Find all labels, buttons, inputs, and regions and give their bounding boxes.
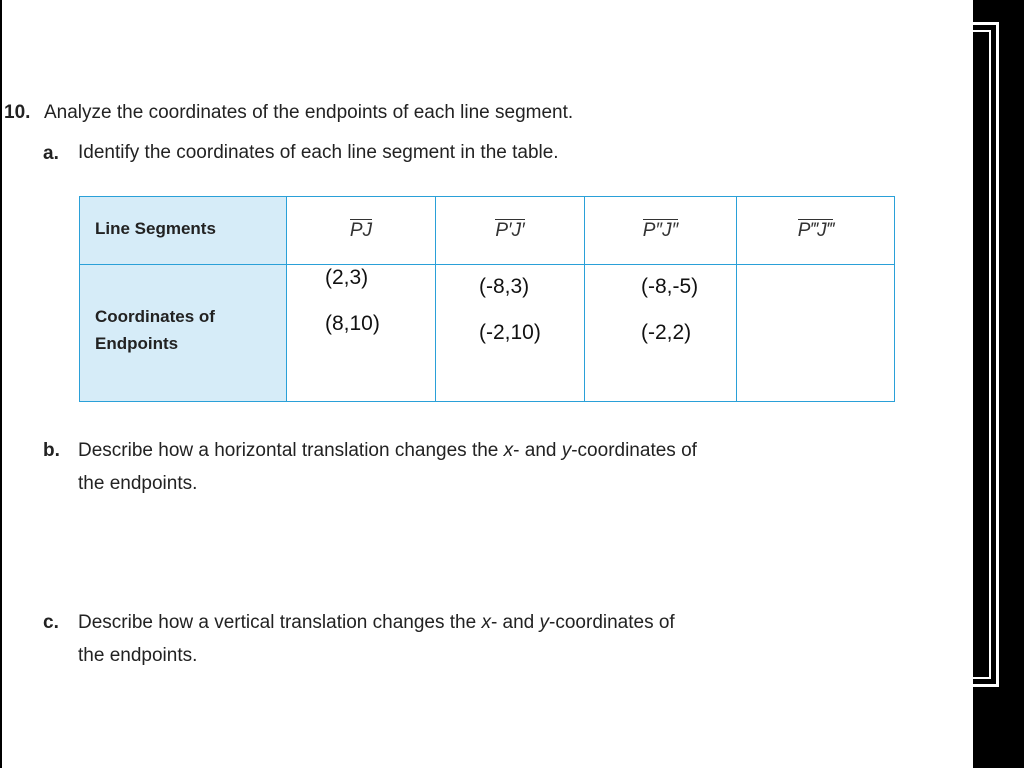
pj-coordinates-cell	[287, 265, 436, 402]
segment-pj-label: PJ	[349, 220, 373, 241]
coordinates-table	[79, 196, 895, 402]
part-b-text	[78, 434, 878, 500]
coordinates-label-line2: Endpoints	[95, 334, 179, 353]
pj-endpoint-1: (2,3)	[325, 266, 369, 289]
p1j1-endpoint-2: (-2,10)	[479, 321, 541, 344]
line-segments-label: Line Segments	[95, 219, 216, 238]
segment-pj-cell	[287, 197, 436, 265]
segment-p3j3-label: P‴J‴	[797, 220, 834, 241]
p1j1-endpoint-1: (-8,3)	[479, 275, 530, 298]
part-a-letter: a.	[43, 143, 59, 164]
question-text: Analyze the coordinates of the endpoints of each line segment.	[44, 102, 574, 123]
line-segments-label-cell	[80, 197, 287, 265]
part-a-text: Identify the coordinates of each line segment in the table.	[78, 142, 559, 163]
p3j3-coordinates-cell	[737, 265, 895, 402]
p2j2-coordinates-cell	[585, 265, 737, 402]
part-c-text	[78, 606, 878, 672]
segment-p1j1-label: P′J′	[495, 220, 525, 241]
p2j2-endpoint-1: (-8,-5)	[641, 275, 699, 298]
p2j2-endpoint-2: (-2,2)	[641, 321, 692, 344]
part-c-line1: Describe how a vertical translation changes the x- and y-coordinates of	[78, 612, 675, 633]
coordinates-label-cell	[80, 265, 287, 402]
coordinates-label-line1: Coordinates of	[95, 307, 215, 326]
segment-p2j2-label: P″J″	[642, 220, 679, 241]
part-b-line2: the endpoints.	[78, 473, 198, 494]
part-c-letter: c.	[43, 612, 59, 633]
part-b-line1: Describe how a horizontal translation changes the x- and y-coordinates of	[78, 440, 697, 461]
coordinates-row	[80, 265, 895, 402]
part-c-line2: the endpoints.	[78, 645, 198, 666]
segment-p2j2-cell	[585, 197, 737, 265]
segments-header-row	[80, 197, 895, 265]
question-number: 10.	[4, 102, 31, 123]
segment-p1j1-cell	[436, 197, 585, 265]
inner-frame-bracket	[973, 30, 991, 679]
pj-endpoint-2: (8,10)	[325, 312, 380, 335]
part-b-letter: b.	[43, 440, 60, 461]
left-edge-line	[0, 0, 2, 768]
p1j1-coordinates-cell	[436, 265, 585, 402]
segment-p3j3-cell	[737, 197, 895, 265]
